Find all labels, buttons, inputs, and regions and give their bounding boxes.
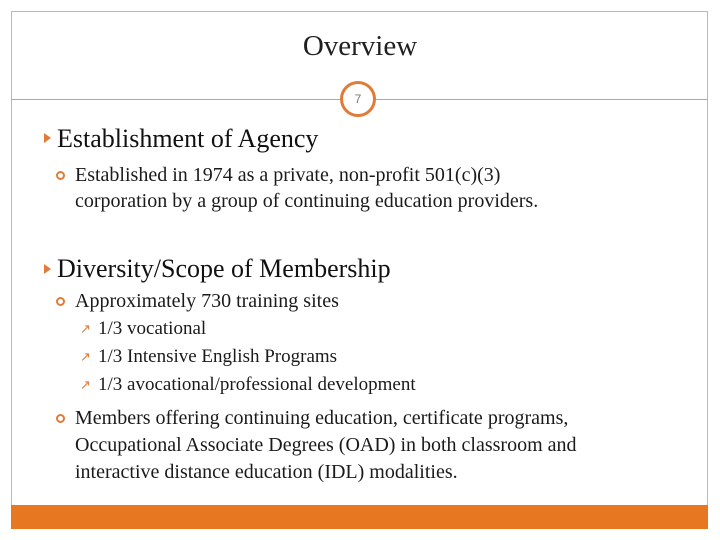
footer-accent-bar [11, 505, 708, 529]
bullet-text-line: Established in 1974 as a private, non-profit 501(c)(3) [75, 164, 501, 186]
circle-bullet-icon [56, 297, 65, 306]
section-heading-diversity: Diversity/Scope of Membership [57, 254, 391, 283]
triangle-bullet-icon [44, 264, 51, 274]
circle-bullet-icon [56, 414, 65, 423]
sub-bullet-text: 1/3 vocational [98, 318, 207, 339]
arrow-bullet-icon: ↗ [80, 378, 91, 393]
bullet-text-line: Members offering continuing education, certificate programs, [75, 407, 569, 429]
slide-number-badge: 7 [340, 81, 376, 117]
arrow-bullet-icon: ↗ [80, 350, 91, 365]
bullet-text-line: Occupational Associate Degrees (OAD) in both classroom and [75, 434, 577, 456]
sub-bullet-text: 1/3 avocational/professional development [98, 374, 416, 395]
bullet-text-line: interactive distance education (IDL) modalities. [75, 461, 458, 483]
bullet-text-line: corporation by a group of continuing education providers. [75, 190, 539, 212]
bullet-text: Approximately 730 training sites [75, 290, 339, 312]
slide-title: Overview [302, 30, 418, 62]
section-heading-establishment: Establishment of Agency [57, 124, 319, 153]
circle-bullet-icon [56, 171, 65, 180]
sub-bullet-text: 1/3 Intensive English Programs [98, 346, 338, 367]
triangle-bullet-icon [44, 133, 51, 143]
arrow-bullet-icon: ↗ [80, 322, 91, 337]
